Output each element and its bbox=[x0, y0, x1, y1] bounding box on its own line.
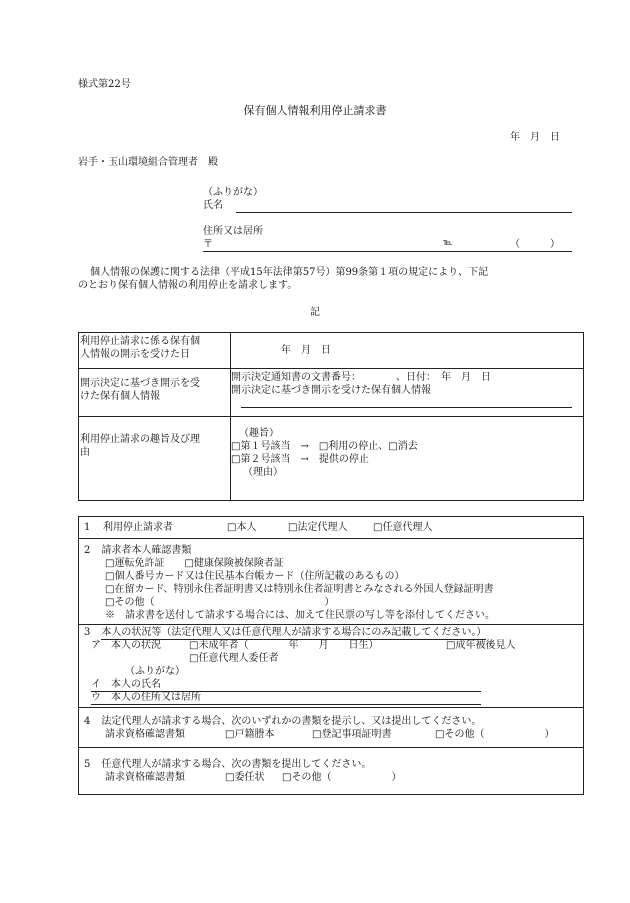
section-1 bbox=[79, 517, 583, 539]
tel-label: ℡ bbox=[443, 238, 453, 248]
minor-checkbox[interactable]: □未成年者（ 年 月 日生） bbox=[189, 640, 379, 651]
requester-box bbox=[78, 516, 584, 795]
id-doc-options-1[interactable]: □運転免許証 □健康保険被保険者証 bbox=[105, 558, 284, 569]
document-number-field[interactable]: 開示決定通知書の文書番号： 、日付： 年 月 日 bbox=[231, 372, 491, 383]
section-2-title: 請求者本人確認書類 bbox=[101, 545, 192, 556]
section-1-number: 1 bbox=[84, 522, 91, 533]
form-number: 様式第22号 bbox=[78, 79, 131, 90]
row2-label-line1: 開示決定に基づき開示を受 bbox=[80, 378, 200, 389]
section-4-header bbox=[79, 715, 583, 728]
document-title: 保有個人情報利用停止請求書 bbox=[243, 104, 387, 117]
section-2 bbox=[79, 539, 583, 625]
section-4-title: 法定代理人が請求する場合、次のいずれかの書類を提示し、又は提出してください。 bbox=[101, 716, 482, 727]
row2-label-line2: けた保有個人情報 bbox=[80, 391, 160, 402]
power-of-attorney-checkbox[interactable]: □委任状 bbox=[225, 772, 265, 783]
person-name-row bbox=[79, 678, 583, 691]
id-doc-options-3[interactable]: □在留カード、特別永住者証明書又は特別永住者証明書とみなされる外国人登録証明書 bbox=[105, 584, 494, 595]
intro-line-1: 個人情報の保護に関する法律（平成15年法律第57号）第99条第１項の規定により、下記 bbox=[90, 267, 489, 278]
person-name-field[interactable]: イ 本人の氏名 bbox=[91, 678, 481, 692]
name-label: 氏名 bbox=[203, 200, 223, 211]
table-row bbox=[79, 417, 584, 501]
disclosure-date-field[interactable]: 年 月 日 bbox=[231, 333, 584, 369]
row3-value[interactable] bbox=[231, 417, 584, 501]
principal-checkbox[interactable]: □任意代理人委任者 bbox=[189, 653, 279, 664]
tel-parens: （ ） bbox=[510, 239, 560, 250]
postal-mark: 〒 bbox=[203, 239, 213, 250]
section-5 bbox=[79, 748, 583, 795]
section-1-label: 利用停止請求者 bbox=[103, 522, 173, 533]
intro-line-2: のとおり保有個人情報の利用停止を請求します。 bbox=[78, 280, 298, 291]
reason-heading: （理由） bbox=[243, 467, 283, 478]
requester-voluntary-rep-checkbox[interactable]: □任意代理人 bbox=[373, 522, 433, 533]
row2-value[interactable] bbox=[231, 369, 584, 417]
section-3-header bbox=[79, 626, 583, 639]
section-5-docs-row bbox=[79, 771, 583, 784]
registry-cert-checkbox[interactable]: □登記事項証明書 bbox=[312, 729, 392, 740]
family-register-checkbox[interactable]: □戸籍謄本 bbox=[225, 729, 275, 740]
section-5-title: 任意代理人が請求する場合、次の書類を提出してください。 bbox=[101, 759, 372, 770]
person-status-label: ア 本人の状況 bbox=[91, 640, 161, 651]
table-row bbox=[79, 369, 584, 417]
section-5-number: 5 bbox=[84, 759, 91, 770]
mail-note: ※ 請求書を送付して請求する場合には、加えて住民票の写し等を添付してください。 bbox=[105, 610, 495, 621]
requester-self-checkbox[interactable]: □本人 bbox=[227, 522, 257, 533]
person-status-row bbox=[79, 639, 583, 652]
section-4-docs-label: 請求資格確認書類 bbox=[105, 729, 185, 740]
id-doc-other[interactable]: □その他（ ） bbox=[105, 597, 335, 608]
section-3-title: 本人の状況等（法定代理人又は任意代理人が請求する場合にのみ記載してください。） bbox=[101, 627, 487, 638]
person-address-row bbox=[79, 691, 583, 704]
row3-label-line2: 由 bbox=[80, 447, 90, 458]
addressee: 岩手・玉山環境組合管理者 殿 bbox=[78, 157, 218, 168]
section-3 bbox=[79, 625, 583, 708]
table-row bbox=[79, 333, 584, 369]
person-address-field[interactable]: ウ 本人の住所又は居所 bbox=[91, 691, 481, 705]
furigana-label: （ふりがな） bbox=[203, 187, 263, 198]
section-2-number: 2 bbox=[84, 545, 91, 556]
purpose-option-1[interactable]: □第１号該当 → □利用の停止、□消去 bbox=[231, 441, 418, 452]
section-5-other-checkbox[interactable]: □その他（ ） bbox=[282, 772, 402, 783]
date-field[interactable]: 年 月 日 bbox=[510, 132, 560, 143]
row1-label-line1: 利用停止請求に係る保有個 bbox=[80, 336, 200, 347]
name-field[interactable] bbox=[236, 212, 572, 213]
section-3-number: 3 bbox=[84, 627, 91, 638]
section-4 bbox=[79, 708, 583, 748]
disclosed-info-field[interactable] bbox=[241, 407, 572, 408]
adult-ward-checkbox[interactable]: □成年被後見人 bbox=[446, 640, 516, 651]
request-table bbox=[78, 332, 584, 501]
section-4-number: 4 bbox=[84, 716, 91, 727]
row2-label bbox=[79, 369, 231, 417]
row1-label bbox=[79, 333, 231, 369]
section-4-other-checkbox[interactable]: □その他（ ） bbox=[435, 729, 555, 740]
section-5-header bbox=[79, 758, 583, 771]
disclosed-info-label: 開示決定に基づき開示を受けた保有個人情報 bbox=[231, 385, 431, 396]
ki-label: 記 bbox=[310, 307, 320, 318]
address-label: 住所又は居所 bbox=[203, 226, 263, 237]
row3-label bbox=[79, 417, 231, 501]
requester-legal-rep-checkbox[interactable]: □法定代理人 bbox=[288, 522, 348, 533]
section-5-docs-label: 請求資格確認書類 bbox=[105, 772, 185, 783]
row3-label-line1: 利用停止請求の趣旨及び理 bbox=[80, 434, 200, 445]
purpose-heading: （趣旨） bbox=[239, 428, 279, 439]
row1-label-line2: 人情報の開示を受けた日 bbox=[80, 349, 190, 360]
section-4-docs-row bbox=[79, 728, 583, 741]
section-2-header bbox=[79, 544, 583, 557]
id-doc-options-2[interactable]: □個人番号カード又は住民基本台帳カード（住所記載のあるもの） bbox=[105, 571, 405, 582]
person-furigana-label: （ふりがな） bbox=[125, 666, 185, 677]
address-field[interactable] bbox=[203, 251, 572, 252]
purpose-option-2[interactable]: □第２号該当 → 提供の停止 bbox=[231, 454, 369, 465]
